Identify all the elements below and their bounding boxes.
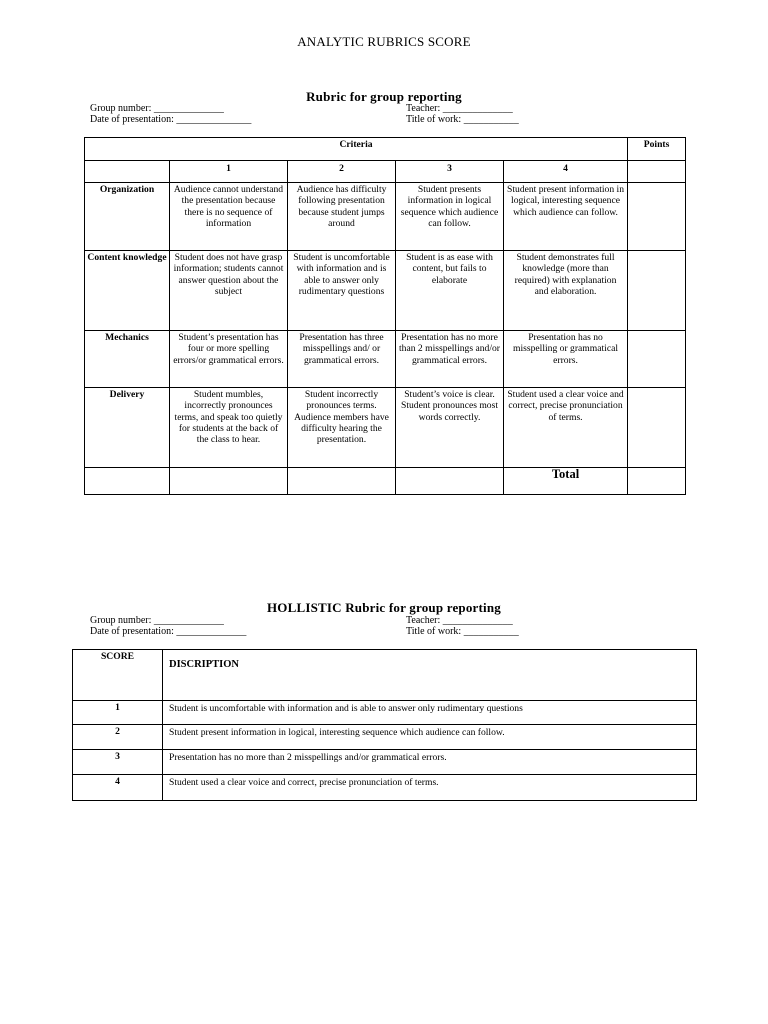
level-header: 4 [504, 161, 628, 183]
analytic-title-of-work-field: Title of work: ___________ [406, 114, 519, 125]
criterion-label: Content knowledge [85, 251, 170, 331]
rubric-cell: Presentation has no more than 2 misspellings and/or grammatical errors. [396, 331, 504, 388]
rubric-cell: Student mumbles, incorrectly pronounces terms, and speak too quietly for students at the back of the class to hear. [170, 388, 288, 468]
blank-cell [85, 161, 170, 183]
description-cell: Student is uncomfortable with information and is able to answer only rudimentary questions [163, 701, 697, 725]
description-header: DISCRIPTION [163, 650, 697, 701]
description-cell: Student present information in logical, interesting sequence which audience can follow. [163, 725, 697, 750]
blank-cell [396, 468, 504, 495]
score-cell: 4 [73, 775, 163, 801]
holistic-title-of-work-field: Title of work: ___________ [406, 626, 519, 637]
points-header: Points [628, 138, 686, 161]
rubric-cell: Student is as ease with content, but fails to elaborate [396, 251, 504, 331]
total-points-cell[interactable] [628, 468, 686, 495]
criterion-label: Organization [85, 183, 170, 251]
analytic-group-number-field: Group number: ______________ [90, 103, 224, 114]
rubric-cell: Student present information in logical, interesting sequence which audience can follow. [504, 183, 628, 251]
holistic-rubric-title: HOLLISTIC Rubric for group reporting [266, 600, 501, 615]
total-label: Total [504, 468, 628, 495]
rubric-cell: Audience cannot understand the presentation because there is no sequence of information [170, 183, 288, 251]
criteria-header: Criteria [85, 138, 628, 161]
blank-cell [85, 468, 170, 495]
criterion-label: Mechanics [85, 331, 170, 388]
points-cell[interactable] [628, 183, 686, 251]
rubric-cell: Student presents information in logical sequence which audience can follow. [396, 183, 504, 251]
description-cell: Presentation has no more than 2 misspellings and/or grammatical errors. [163, 750, 697, 775]
score-cell: 2 [73, 725, 163, 750]
score-header: SCORE [73, 650, 163, 701]
analytic-rubric-table [84, 137, 686, 495]
rubric-cell: Audience has difficulty following presentation because student jumps around [288, 183, 396, 251]
holistic-date-field: Date of presentation: ______________ [90, 626, 247, 637]
holistic-group-number-field: Group number: ______________ [90, 615, 224, 626]
rubric-cell: Student used a clear voice and correct, precise pronunciation of terms. [504, 388, 628, 468]
description-cell: Student used a clear voice and correct, precise pronunciation of terms. [163, 775, 697, 801]
analytic-date-field: Date of presentation: _______________ [90, 114, 252, 125]
analytic-rubric-title: Rubric for group reporting [306, 89, 462, 104]
analytic-teacher-field: Teacher: ______________ [406, 103, 513, 114]
holistic-rubric-table [72, 649, 697, 801]
score-cell: 1 [73, 701, 163, 725]
points-cell[interactable] [628, 251, 686, 331]
rubric-cell: Student’s presentation has four or more spelling errors/or grammatical errors. [170, 331, 288, 388]
points-cell[interactable] [628, 331, 686, 388]
rubric-cell: Student’s voice is clear. Student pronounces most words correctly. [396, 388, 504, 468]
rubric-cell: Student is uncomfortable with information and is able to answer only rudimentary questions [288, 251, 396, 331]
level-header: 1 [170, 161, 288, 183]
criterion-label: Delivery [85, 388, 170, 468]
rubric-cell: Presentation has no misspelling or grammatical errors. [504, 331, 628, 388]
rubric-cell: Student does not have grasp information; students cannot answer question about the subject [170, 251, 288, 331]
rubric-cell: Presentation has three misspellings and/ or grammatical errors. [288, 331, 396, 388]
points-cell[interactable] [628, 161, 686, 183]
blank-cell [170, 468, 288, 495]
level-header: 2 [288, 161, 396, 183]
level-header: 3 [396, 161, 504, 183]
blank-cell [288, 468, 396, 495]
rubric-cell: Student demonstrates full knowledge (more than required) with explanation and elaboration. [504, 251, 628, 331]
score-cell: 3 [73, 750, 163, 775]
points-cell[interactable] [628, 388, 686, 468]
holistic-teacher-field: Teacher: ______________ [406, 615, 513, 626]
rubric-cell: Student incorrectly pronounces terms. Audience members have difficulty hearing the presentation. [288, 388, 396, 468]
page-title: ANALYTIC RUBRICS SCORE [297, 34, 471, 49]
